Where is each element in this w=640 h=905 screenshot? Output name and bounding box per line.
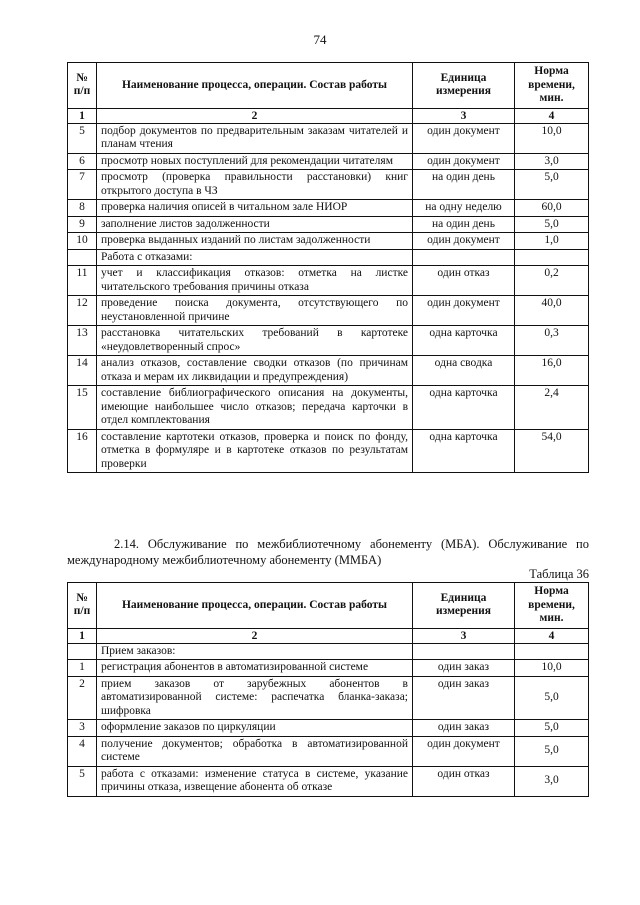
row-norm: 10,0 xyxy=(515,660,589,677)
row-number: 13 xyxy=(68,326,97,356)
row-unit: на одну неделю xyxy=(413,200,515,217)
section-title: 2.14. Обслуживание по межбиблиотечному абонементу (МБА). Обслуживание по международному межбиблиотечному абонементу (ММБА) xyxy=(67,537,589,567)
row-number: 3 xyxy=(68,720,97,737)
table-row xyxy=(68,660,589,677)
row-number: 15 xyxy=(68,386,97,430)
table-row xyxy=(68,153,589,170)
row-number: 2 xyxy=(68,676,97,720)
row-name: работа с отказами: изменение статуса в системе, указание причины отказа, извещение абонента об отказе xyxy=(97,766,413,796)
table-row xyxy=(68,429,589,473)
row-norm xyxy=(515,249,589,266)
row-name: просмотр (проверка правильности расстановки) книг открытого доступа в ЧЗ xyxy=(97,170,413,200)
norms-table-2 xyxy=(67,582,589,797)
row-norm: 5,0 xyxy=(515,720,589,737)
row-number: 9 xyxy=(68,216,97,233)
table-body xyxy=(68,643,589,796)
row-name: проведение поиска документа, отсутствующего по неустановленной причине xyxy=(97,296,413,326)
row-norm: 5,0 xyxy=(515,216,589,233)
header-unit: Единица измерения xyxy=(413,63,515,109)
row-number: 6 xyxy=(68,153,97,170)
row-number: 14 xyxy=(68,356,97,386)
row-name: оформление заказов по циркуляции xyxy=(97,720,413,737)
row-norm xyxy=(515,643,589,660)
column-number-row xyxy=(68,628,589,643)
row-name: получение документов; обработка в автоматизированной системе xyxy=(97,736,413,766)
norms-table-1 xyxy=(67,62,589,473)
row-number: 4 xyxy=(68,736,97,766)
table-row xyxy=(68,356,589,386)
row-unit: на один день xyxy=(413,170,515,200)
row-norm: 40,0 xyxy=(515,296,589,326)
row-name: расстановка читательских требований в картотеке «неудовлетворенный спрос» xyxy=(97,326,413,356)
row-name: заполнение листов задолженности xyxy=(97,216,413,233)
row-norm: 60,0 xyxy=(515,200,589,217)
row-norm: 0,2 xyxy=(515,266,589,296)
table-row xyxy=(68,170,589,200)
header-name: Наименование процесса, операции. Состав работы xyxy=(97,583,413,629)
table-row xyxy=(68,676,589,720)
row-unit: одна сводка xyxy=(413,356,515,386)
table-row xyxy=(68,643,589,660)
row-name: проверка выданных изданий по листам задолженности xyxy=(97,233,413,250)
row-unit: один заказ xyxy=(413,676,515,720)
row-name: составление библиографического описания на документы, имеющие наибольшее число отказов; передача карточки в отдел комплектования xyxy=(97,386,413,430)
row-unit: одна карточка xyxy=(413,386,515,430)
colnum-2: 2 xyxy=(97,628,413,643)
row-unit: одна карточка xyxy=(413,326,515,356)
row-number: 16 xyxy=(68,429,97,473)
header-name: Наименование процесса, операции. Состав работы xyxy=(97,63,413,109)
row-unit xyxy=(413,643,515,660)
row-unit: один отказ xyxy=(413,766,515,796)
table-row xyxy=(68,766,589,796)
row-norm: 5,0 xyxy=(515,170,589,200)
colnum-3: 3 xyxy=(413,108,515,123)
row-number: 7 xyxy=(68,170,97,200)
table-row xyxy=(68,123,589,153)
row-unit: один документ xyxy=(413,736,515,766)
row-number: 5 xyxy=(68,766,97,796)
header-unit: Единица измерения xyxy=(413,583,515,629)
table-row xyxy=(68,249,589,266)
table-row xyxy=(68,216,589,233)
header-num: № п/п xyxy=(68,583,97,629)
row-unit xyxy=(413,249,515,266)
table-row xyxy=(68,266,589,296)
table-header-row xyxy=(68,63,589,109)
column-number-row xyxy=(68,108,589,123)
table-row xyxy=(68,200,589,217)
row-name: анализ отказов, составление сводки отказов (по причинам отказа и мерам их ликвидации и предупреждения) xyxy=(97,356,413,386)
colnum-1: 1 xyxy=(68,628,97,643)
row-name: просмотр новых поступлений для рекомендации читателям xyxy=(97,153,413,170)
row-name: составление картотеки отказов, проверка и поиск по фонду, отметка в формуляре и в картотеке отказов по результатам проверки xyxy=(97,429,413,473)
header-norm: Норма времени, мин. xyxy=(515,63,589,109)
header-num: № п/п xyxy=(68,63,97,109)
row-norm: 3,0 xyxy=(515,766,589,796)
table-row xyxy=(68,326,589,356)
colnum-1: 1 xyxy=(68,108,97,123)
row-norm: 5,0 xyxy=(515,676,589,720)
row-unit: один документ xyxy=(413,123,515,153)
row-unit: один заказ xyxy=(413,720,515,737)
row-number: 11 xyxy=(68,266,97,296)
row-norm: 0,3 xyxy=(515,326,589,356)
table-row xyxy=(68,720,589,737)
row-unit: один документ xyxy=(413,153,515,170)
row-norm: 1,0 xyxy=(515,233,589,250)
row-number: 12 xyxy=(68,296,97,326)
row-name: Прием заказов: xyxy=(97,643,413,660)
header-norm: Норма времени, мин. xyxy=(515,583,589,629)
row-name: регистрация абонентов в автоматизированной системе xyxy=(97,660,413,677)
row-name: проверка наличия описей в читальном зале НИОР xyxy=(97,200,413,217)
table-row xyxy=(68,296,589,326)
row-unit: один отказ xyxy=(413,266,515,296)
colnum-4: 4 xyxy=(515,628,589,643)
table-body xyxy=(68,123,589,473)
table-row xyxy=(68,233,589,250)
row-number: 10 xyxy=(68,233,97,250)
table-caption: Таблица 36 xyxy=(529,567,589,581)
row-norm: 2,4 xyxy=(515,386,589,430)
page-number: 74 xyxy=(313,32,327,47)
row-name: Работа с отказами: xyxy=(97,249,413,266)
row-norm: 5,0 xyxy=(515,736,589,766)
row-norm: 54,0 xyxy=(515,429,589,473)
colnum-3: 3 xyxy=(413,628,515,643)
row-unit: один документ xyxy=(413,296,515,326)
row-norm: 3,0 xyxy=(515,153,589,170)
row-unit: одна карточка xyxy=(413,429,515,473)
row-unit: один документ xyxy=(413,233,515,250)
row-number: 8 xyxy=(68,200,97,217)
table-row xyxy=(68,386,589,430)
row-norm: 10,0 xyxy=(515,123,589,153)
row-name: прием заказов от зарубежных абонентов в автоматизированной системе: распечатка бланка-заказа; шифровка xyxy=(97,676,413,720)
colnum-4: 4 xyxy=(515,108,589,123)
row-norm: 16,0 xyxy=(515,356,589,386)
row-unit: один заказ xyxy=(413,660,515,677)
row-number xyxy=(68,643,97,660)
row-name: учет и классификация отказов: отметка на листке читательского требования причины отказа xyxy=(97,266,413,296)
colnum-2: 2 xyxy=(97,108,413,123)
row-number xyxy=(68,249,97,266)
row-number: 1 xyxy=(68,660,97,677)
row-name: подбор документов по предварительным заказам читателей и планам чтения xyxy=(97,123,413,153)
table-header-row xyxy=(68,583,589,629)
table-row xyxy=(68,736,589,766)
row-number: 5 xyxy=(68,123,97,153)
row-unit: на один день xyxy=(413,216,515,233)
